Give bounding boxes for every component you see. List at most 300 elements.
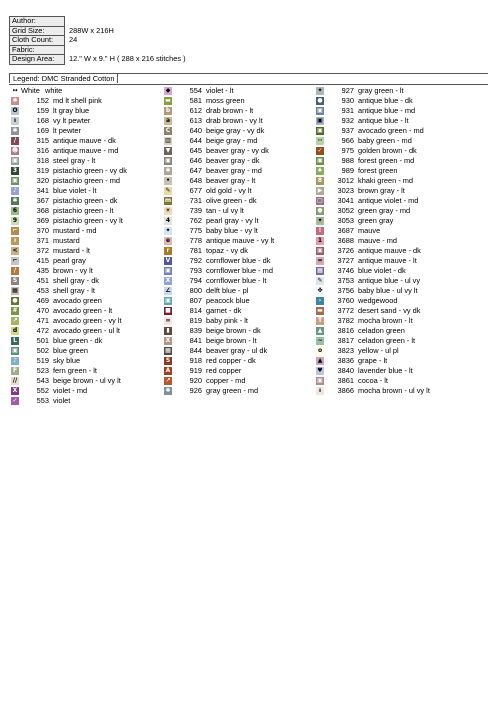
dmc-number: 918 xyxy=(189,356,202,365)
legend-header xyxy=(9,73,488,85)
dmc-number: 647 xyxy=(189,166,202,175)
dmc-number: 640 xyxy=(189,126,202,135)
thread-swatch-icon: ~ xyxy=(317,337,323,344)
legend-column-1 xyxy=(11,86,171,406)
thread-swatch-icon: ı xyxy=(11,237,19,245)
legend-title: Legend: DMC Stranded Cotton xyxy=(9,74,118,83)
color-name: violet xyxy=(53,396,71,405)
thread-swatch-icon: ✱ xyxy=(165,387,171,394)
dmc-number: 3756 xyxy=(337,286,354,295)
thread-swatch-icon: 6 xyxy=(12,207,18,214)
thread-swatch-icon: ▣ xyxy=(165,297,171,304)
color-name: beige gray - vy dk xyxy=(206,126,265,135)
legend-item xyxy=(164,386,324,396)
dmc-number: 927 xyxy=(341,86,354,95)
thread-swatch-icon: ♠ xyxy=(317,167,323,174)
legend-item xyxy=(11,176,171,186)
legend-item xyxy=(11,356,171,366)
dmc-number: 762 xyxy=(189,216,202,225)
color-name: cornflower blue - dk xyxy=(206,256,271,265)
legend-column-2 xyxy=(164,86,324,396)
color-name: drab brown - vy lt xyxy=(206,116,263,125)
thread-swatch-icon: ✱ xyxy=(12,97,18,104)
thread-swatch-icon: ▲ xyxy=(317,357,323,364)
dmc-number: 814 xyxy=(189,306,202,315)
legend-item xyxy=(316,276,476,286)
thread-swatch-icon: ● xyxy=(12,297,18,304)
color-name: beaver gray - ul dk xyxy=(206,346,268,355)
legend-item xyxy=(316,146,476,156)
color-name: pistachio green - dk xyxy=(53,196,118,205)
color-name: blue green - dk xyxy=(53,336,103,345)
color-name: topaz - vy dk xyxy=(206,246,248,255)
thread-swatch-icon: e xyxy=(165,237,171,244)
color-name: golden brown - dk xyxy=(358,146,417,155)
thread-swatch-icon: ⌐ xyxy=(12,257,18,264)
dmc-number: 677 xyxy=(189,186,202,195)
color-name: baby blue - ul vy lt xyxy=(358,286,418,295)
thread-swatch-icon: ▼ xyxy=(165,147,171,154)
dmc-number: 320 xyxy=(36,176,49,185)
dmc-number: 612 xyxy=(189,106,202,115)
color-name: antique blue - lt xyxy=(358,116,409,125)
thread-swatch-icon: ▬ xyxy=(165,97,171,104)
dmc-number: 926 xyxy=(189,386,202,395)
thread-swatch-icon: ✤ xyxy=(317,287,323,294)
dmc-number: 794 xyxy=(189,276,202,285)
dmc-number: 371 xyxy=(36,236,49,245)
thread-swatch-icon: S xyxy=(12,277,18,284)
pattern-info-table xyxy=(9,16,188,65)
legend-item xyxy=(316,236,476,246)
dmc-number: 523 xyxy=(36,366,49,375)
dmc-number: 988 xyxy=(341,156,354,165)
thread-swatch-icon: ✦ xyxy=(165,227,171,234)
thread-swatch-icon: ▢ xyxy=(317,197,323,204)
color-name: cornflower blue - md xyxy=(206,266,273,275)
legend-item xyxy=(11,186,171,196)
dmc-number: 168 xyxy=(36,116,49,125)
color-name: antique mauve - lt xyxy=(358,256,417,265)
dmc-number: 919 xyxy=(189,366,202,375)
legend-item xyxy=(164,146,324,156)
thread-swatch-icon: ✎ xyxy=(317,277,323,284)
legend-item xyxy=(316,366,476,376)
color-name: fern green - lt xyxy=(53,366,97,375)
thread-swatch-icon: 8 xyxy=(317,177,323,184)
dmc-number: 800 xyxy=(189,286,202,295)
thread-swatch-icon: › xyxy=(316,297,324,305)
legend-item xyxy=(11,256,171,266)
color-name: shell gray - dk xyxy=(53,276,100,285)
thread-swatch-icon: X xyxy=(12,387,18,394)
color-name: brown gray - lt xyxy=(358,186,405,195)
dmc-number: 931 xyxy=(341,106,354,115)
legend-item xyxy=(11,136,171,146)
dmc-number: 3840 xyxy=(337,366,354,375)
dmc-number: 554 xyxy=(189,86,202,95)
thread-swatch-icon: ▣ xyxy=(317,127,323,134)
color-name: cocoa - lt xyxy=(358,376,388,385)
thread-swatch-icon: 4 xyxy=(165,217,171,224)
legend-item xyxy=(11,316,171,326)
thread-swatch-icon: ▣ xyxy=(165,157,171,164)
color-name: drab brown - lt xyxy=(206,106,254,115)
legend-item xyxy=(316,176,476,186)
legend-item xyxy=(164,226,324,236)
color-name: baby pink - lt xyxy=(206,316,248,325)
color-name: yellow - ul pl xyxy=(358,346,399,355)
legend-item xyxy=(164,266,324,276)
color-name: shell gray - lt xyxy=(53,286,95,295)
legend-item xyxy=(164,186,324,196)
dmc-number: 839 xyxy=(189,326,202,335)
legend-item xyxy=(316,246,476,256)
dmc-number: 453 xyxy=(36,286,49,295)
color-name: celadon green - lt xyxy=(358,336,416,345)
legend-item xyxy=(164,316,324,326)
legend-item xyxy=(164,286,324,296)
thread-swatch-icon: ∞ xyxy=(165,317,171,324)
thread-swatch-icon: ✎ xyxy=(165,187,171,194)
thread-swatch-icon: ● xyxy=(317,207,323,214)
dmc-number: 159 xyxy=(36,106,49,115)
info-row xyxy=(10,17,188,27)
color-name: brown - vy lt xyxy=(53,266,93,275)
dmc-number: 937 xyxy=(341,126,354,135)
color-name: antique mauve - dk xyxy=(358,246,421,255)
legend-item xyxy=(316,116,476,126)
color-name: pearl gray xyxy=(53,256,86,265)
thread-swatch-icon: • xyxy=(164,177,172,185)
color-name: vy lt pewter xyxy=(53,116,91,125)
color-name: tan - ul vy lt xyxy=(206,206,244,215)
legend-item xyxy=(11,386,171,396)
info-value: 24 xyxy=(69,35,78,45)
legend-item xyxy=(316,186,476,196)
color-name: mustard xyxy=(53,236,80,245)
legend-item xyxy=(164,296,324,306)
color-name: baby green - md xyxy=(358,136,412,145)
dmc-number: 372 xyxy=(36,246,49,255)
thread-swatch-icon: = xyxy=(317,257,323,264)
thread-swatch-icon: ▦ xyxy=(317,267,323,274)
thread-swatch-icon: ▣ xyxy=(317,247,323,254)
dmc-number: 3053 xyxy=(337,216,354,225)
color-name: beige brown - ul vy lt xyxy=(53,376,121,385)
thread-swatch-icon: r xyxy=(164,247,172,255)
color-name: md lt shell pink xyxy=(53,96,102,105)
legend-item xyxy=(164,176,324,186)
color-name: forest green xyxy=(358,166,398,175)
color-name: avocado green - md xyxy=(358,126,424,135)
legend-item xyxy=(316,166,476,176)
legend-item xyxy=(164,116,324,126)
legend-item xyxy=(316,326,476,336)
thread-swatch-icon: ▮ xyxy=(164,327,172,335)
color-name: pistachio green - md xyxy=(53,176,120,185)
legend-item xyxy=(316,126,476,136)
dmc-number: 775 xyxy=(189,226,202,235)
color-name: beaver gray - lt xyxy=(206,176,256,185)
color-name: mauve - md xyxy=(358,236,398,245)
legend-item xyxy=(164,236,324,246)
thread-swatch-icon: X xyxy=(165,277,171,284)
legend-item xyxy=(11,306,171,316)
legend-item xyxy=(316,106,476,116)
color-name: lt gray blue xyxy=(53,106,90,115)
legend-item xyxy=(11,286,171,296)
dmc-number: 3052 xyxy=(337,206,354,215)
dmc-number: 169 xyxy=(36,126,49,135)
legend-item xyxy=(316,226,476,236)
dmc-number: 3753 xyxy=(337,276,354,285)
thread-swatch-icon: a xyxy=(165,117,171,124)
color-name: green gray xyxy=(358,216,394,225)
info-row xyxy=(10,36,188,46)
thread-swatch-icon: F xyxy=(12,367,18,374)
legend-item xyxy=(164,106,324,116)
legend-item xyxy=(11,216,171,226)
dmc-number: 3817 xyxy=(337,336,354,345)
legend-item xyxy=(164,376,324,386)
color-name: desert sand - vy dk xyxy=(358,306,421,315)
dmc-number: 3746 xyxy=(337,266,354,275)
color-name: mauve xyxy=(358,226,381,235)
thread-swatch-icon: ☻ xyxy=(11,147,19,154)
dmc-number: 451 xyxy=(36,276,49,285)
color-name: blue violet - dk xyxy=(358,266,406,275)
thread-swatch-icon: ▣ xyxy=(317,377,323,384)
legend-item xyxy=(316,386,476,396)
color-name: violet - md xyxy=(53,386,88,395)
legend-item xyxy=(11,296,171,306)
legend-item xyxy=(316,96,476,106)
legend-item xyxy=(316,256,476,266)
dmc-number: 543 xyxy=(36,376,49,385)
color-name: antique blue - md xyxy=(358,106,416,115)
legend-item xyxy=(164,156,324,166)
dmc-number: 792 xyxy=(189,256,202,265)
dmc-number: 315 xyxy=(36,136,49,145)
thread-swatch-icon: ▦ xyxy=(165,347,171,354)
color-name: white xyxy=(45,86,63,95)
thread-swatch-icon: ·· xyxy=(317,137,323,144)
thread-swatch-icon: ◆ xyxy=(165,87,171,94)
legend-item xyxy=(11,206,171,216)
color-name: red copper - dk xyxy=(206,356,256,365)
color-name: sky blue xyxy=(53,356,81,365)
legend-item xyxy=(11,226,171,236)
color-name: avocado green - ul lt xyxy=(53,326,120,335)
color-name: blue violet - lt xyxy=(53,186,97,195)
color-name: wedgewood xyxy=(358,296,398,305)
legend-item xyxy=(11,346,171,356)
color-name: antique mauve - dk xyxy=(53,136,116,145)
legend-item xyxy=(11,156,171,166)
dmc-number: 3726 xyxy=(337,246,354,255)
dmc-number: 469 xyxy=(36,296,49,305)
legend-item xyxy=(164,196,324,206)
legend-item xyxy=(11,86,171,96)
legend-item xyxy=(164,96,324,106)
dmc-number: 3760 xyxy=(337,296,354,305)
dmc-number: 930 xyxy=(341,96,354,105)
legend-item xyxy=(316,286,476,296)
color-name: celadon green xyxy=(358,326,405,335)
dmc-number: 3823 xyxy=(337,346,354,355)
legend-item xyxy=(11,196,171,206)
color-name: red copper xyxy=(206,366,242,375)
color-name: peacock blue xyxy=(206,296,250,305)
color-name: gray green - lt xyxy=(358,86,404,95)
dmc-number: 3012 xyxy=(337,176,354,185)
thread-swatch-icon: ! xyxy=(316,227,324,235)
thread-swatch-icon: ✱ xyxy=(12,197,18,204)
legend-item xyxy=(164,276,324,286)
thread-swatch-icon: ✦ xyxy=(317,217,323,224)
color-name: beaver gray - md xyxy=(206,166,262,175)
color-name: mocha brown - lt xyxy=(358,316,413,325)
legend-item xyxy=(164,346,324,356)
thread-swatch-icon: 1 xyxy=(317,237,323,244)
dmc-number: 472 xyxy=(36,326,49,335)
legend-item xyxy=(164,336,324,346)
color-name: forest green - md xyxy=(358,156,415,165)
thread-swatch-icon: S xyxy=(165,357,171,364)
dmc-number: 3687 xyxy=(337,226,354,235)
info-label: Fabric: xyxy=(10,45,65,55)
dmc-number: 739 xyxy=(189,206,202,215)
info-value: 12." W x 9." H ( 288 x 216 stitches ) xyxy=(69,54,186,64)
legend-item xyxy=(11,146,171,156)
legend-item xyxy=(164,246,324,256)
dmc-number: 3727 xyxy=(337,256,354,265)
thread-swatch-icon: ▣ xyxy=(317,117,323,124)
thread-swatch-icon: / xyxy=(11,267,19,275)
info-row xyxy=(10,55,188,65)
dmc-number: 435 xyxy=(36,266,49,275)
legend-item xyxy=(11,96,171,106)
dmc-number: 613 xyxy=(189,116,202,125)
dmc-number: 841 xyxy=(189,336,202,345)
legend-item xyxy=(316,296,476,306)
dmc-number: 152 xyxy=(36,96,49,105)
dmc-number: 3772 xyxy=(337,306,354,315)
thread-swatch-icon: ✦ xyxy=(317,87,323,94)
thread-swatch-icon: ■ xyxy=(165,307,171,314)
thread-swatch-icon: X xyxy=(165,337,171,344)
thread-swatch-icon: ∠ xyxy=(165,287,171,294)
dmc-number: 369 xyxy=(36,216,49,225)
color-name: antique blue - dk xyxy=(358,96,413,105)
thread-swatch-icon: ♪ xyxy=(11,187,19,195)
legend-item xyxy=(11,246,171,256)
info-label: Author: xyxy=(10,17,65,27)
color-name: pearl gray - vy lt xyxy=(206,216,259,225)
color-name: moss green xyxy=(206,96,245,105)
legend-item xyxy=(164,166,324,176)
color-name: antique violet - md xyxy=(358,196,419,205)
legend-item xyxy=(11,116,171,126)
dmc-number: 3688 xyxy=(337,236,354,245)
thread-swatch-icon: ▲ xyxy=(317,327,323,334)
color-name: copper - md xyxy=(206,376,246,385)
thread-swatch-icon: ı xyxy=(11,117,19,125)
legend-item xyxy=(316,196,476,206)
color-name: beaver gray - dk xyxy=(206,156,260,165)
dmc-number: 932 xyxy=(341,116,354,125)
legend-item xyxy=(316,156,476,166)
legend-item xyxy=(164,366,324,376)
dmc-number: 501 xyxy=(36,336,49,345)
dmc-number: 581 xyxy=(189,96,202,105)
legend-item xyxy=(316,136,476,146)
legend-item xyxy=(316,216,476,226)
thread-swatch-icon: ▣ xyxy=(165,267,171,274)
legend-item xyxy=(11,126,171,136)
color-name: delft blue - pl xyxy=(206,286,249,295)
dmc-number: 807 xyxy=(189,296,202,305)
color-name: antique blue - ul vy xyxy=(358,276,421,285)
thread-swatch-icon: b xyxy=(165,107,171,114)
thread-swatch-icon: 9 xyxy=(12,217,18,224)
legend-item xyxy=(164,256,324,266)
legend-item xyxy=(164,136,324,146)
dmc-number: 3866 xyxy=(337,386,354,395)
dmc-number: 553 xyxy=(36,396,49,405)
dmc-number: 781 xyxy=(189,246,202,255)
thread-swatch-icon: ✱ xyxy=(12,127,18,134)
legend-item xyxy=(11,166,171,176)
dmc-number: 731 xyxy=(189,196,202,205)
dmc-number: 370 xyxy=(36,226,49,235)
dmc-number: 3861 xyxy=(337,376,354,385)
color-name: garnet - dk xyxy=(206,306,242,315)
thread-swatch-icon: // xyxy=(12,377,18,384)
thread-swatch-icon: T xyxy=(317,317,323,324)
info-value xyxy=(65,17,188,27)
thread-swatch-icon: ↗ xyxy=(12,317,18,324)
color-name: avocado green - vy lt xyxy=(53,316,122,325)
color-name: olive green - dk xyxy=(206,196,257,205)
color-name: antique mauve - md xyxy=(53,146,119,155)
legend-item xyxy=(164,306,324,316)
legend-column-3 xyxy=(316,86,476,396)
legend-item xyxy=(11,106,171,116)
thread-swatch-icon: d xyxy=(12,327,18,334)
color-name: khaki green - md xyxy=(358,176,414,185)
color-name: steel gray - lt xyxy=(53,156,96,165)
thread-swatch-icon: ♪ xyxy=(11,357,19,365)
dmc-number: 646 xyxy=(189,156,202,165)
legend-item xyxy=(316,306,476,316)
dmc-number: 920 xyxy=(189,376,202,385)
legend-item xyxy=(316,346,476,356)
legend-item xyxy=(316,356,476,366)
dmc-number: White xyxy=(21,86,40,95)
info-label: Cloth Count: xyxy=(10,36,65,46)
thread-swatch-icon: ▣ xyxy=(317,157,323,164)
thread-swatch-icon: L xyxy=(11,337,19,345)
dmc-number: 471 xyxy=(36,316,49,325)
thread-swatch-icon: < xyxy=(12,247,18,254)
color-name: mustard - lt xyxy=(53,246,90,255)
color-name: antique mauve - vy lt xyxy=(206,236,275,245)
color-name: beige brown - lt xyxy=(206,336,257,345)
dmc-number: 319 xyxy=(36,166,49,175)
info-value: 288W x 216H xyxy=(69,25,114,35)
